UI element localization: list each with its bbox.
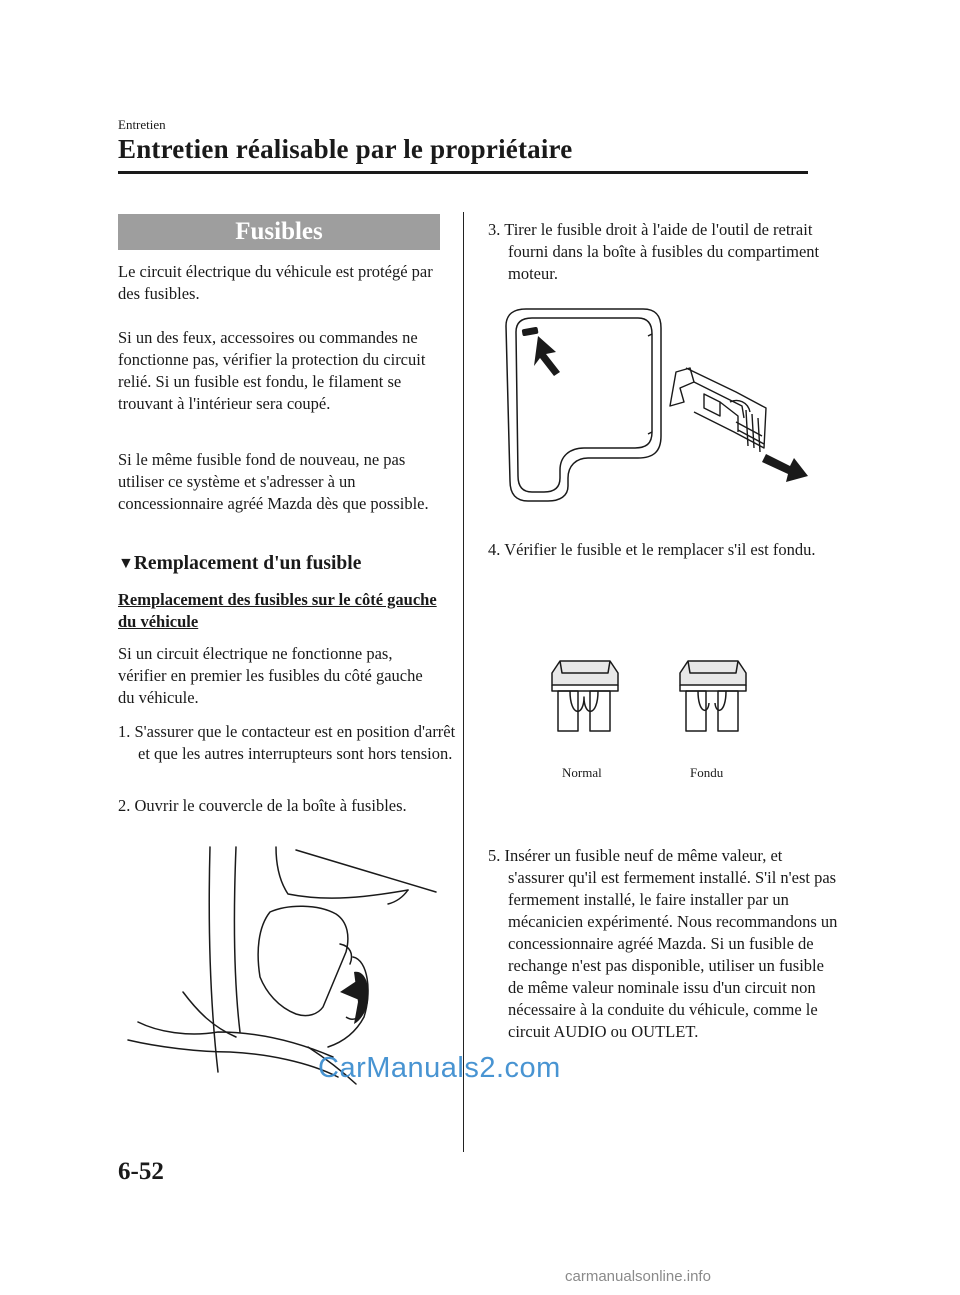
caption-blown: Fondu <box>690 765 724 780</box>
step-3: 3. Tirer le fusible droit à l'aide de l'outil de retrait fourni dans la boîte à fusibles du compartiment moteur. <box>488 220 820 283</box>
site-watermark: carmanualsonline.info <box>565 1268 711 1285</box>
check-paragraph: Si un circuit électrique ne fonctionne pas, vérifier en premier les fusibles du côté gauche du véhicule. <box>118 644 423 707</box>
triangle-marker-icon: ▼ <box>118 555 134 572</box>
header-rule <box>118 171 808 174</box>
page-number: 6-52 <box>118 1158 164 1185</box>
section-label: Entretien <box>118 117 166 132</box>
step-5: 5. Insérer un fusible neuf de même valeur, et s'assurer qu'il est fermement installé. S'il n'est pas fermement installé, le faire installer par un mécanicien expérimenté. Nous recommandons un concessionnaire agréé Mazda. Si un fusible de rechange n'est pas disponible, utiliser un fusible de même valeur nominale issu d'un circuit non nécessaire à la conduite du véhicule, comme le circuit AUDIO ou OUTLET. <box>488 846 838 1041</box>
failure-paragraph: Si un des feux, accessoires ou commandes ne fonctionne pas, vérifier la protection du circuit relié. Si un fusible est fondu, le filament se trouvant à l'intérieur sera coupé. <box>118 328 426 413</box>
subheading-text: Remplacement d'un fusible <box>133 553 362 574</box>
fuse-normal-illustration <box>548 657 620 737</box>
step-1: 1. S'assurer que le contacteur est en position d'arrêt et que les autres interrupteurs sont hors tension. <box>118 722 456 763</box>
step-2: 2. Ouvrir le couvercle de la boîte à fusibles. <box>118 796 407 815</box>
step-4: 4. Vérifier le fusible et le remplacer s'il est fondu. <box>488 540 816 559</box>
fuse-puller-illustration <box>498 306 813 506</box>
repeat-paragraph: Si le même fusible fond de nouveau, ne pas utiliser ce système et s'adresser à un concessionnaire agréé Mazda dès que possible. <box>118 450 429 513</box>
page-title: Entretien réalisable par le propriétaire <box>118 134 573 164</box>
fuses-banner: Fusibles <box>118 214 440 250</box>
fuse-box-cover-illustration <box>118 842 440 1087</box>
replacement-subheading <box>118 553 361 575</box>
caption-normal: Normal <box>562 765 602 780</box>
carmanuals-watermark: CarManuals2.com <box>318 1052 561 1084</box>
left-side-heading: Remplacement des fusibles sur le côté gauche du véhicule <box>118 590 437 631</box>
fuse-blown-illustration <box>676 657 748 737</box>
intro-paragraph: Le circuit électrique du véhicule est protégé par des fusibles. <box>118 262 433 303</box>
column-divider <box>463 212 464 1152</box>
